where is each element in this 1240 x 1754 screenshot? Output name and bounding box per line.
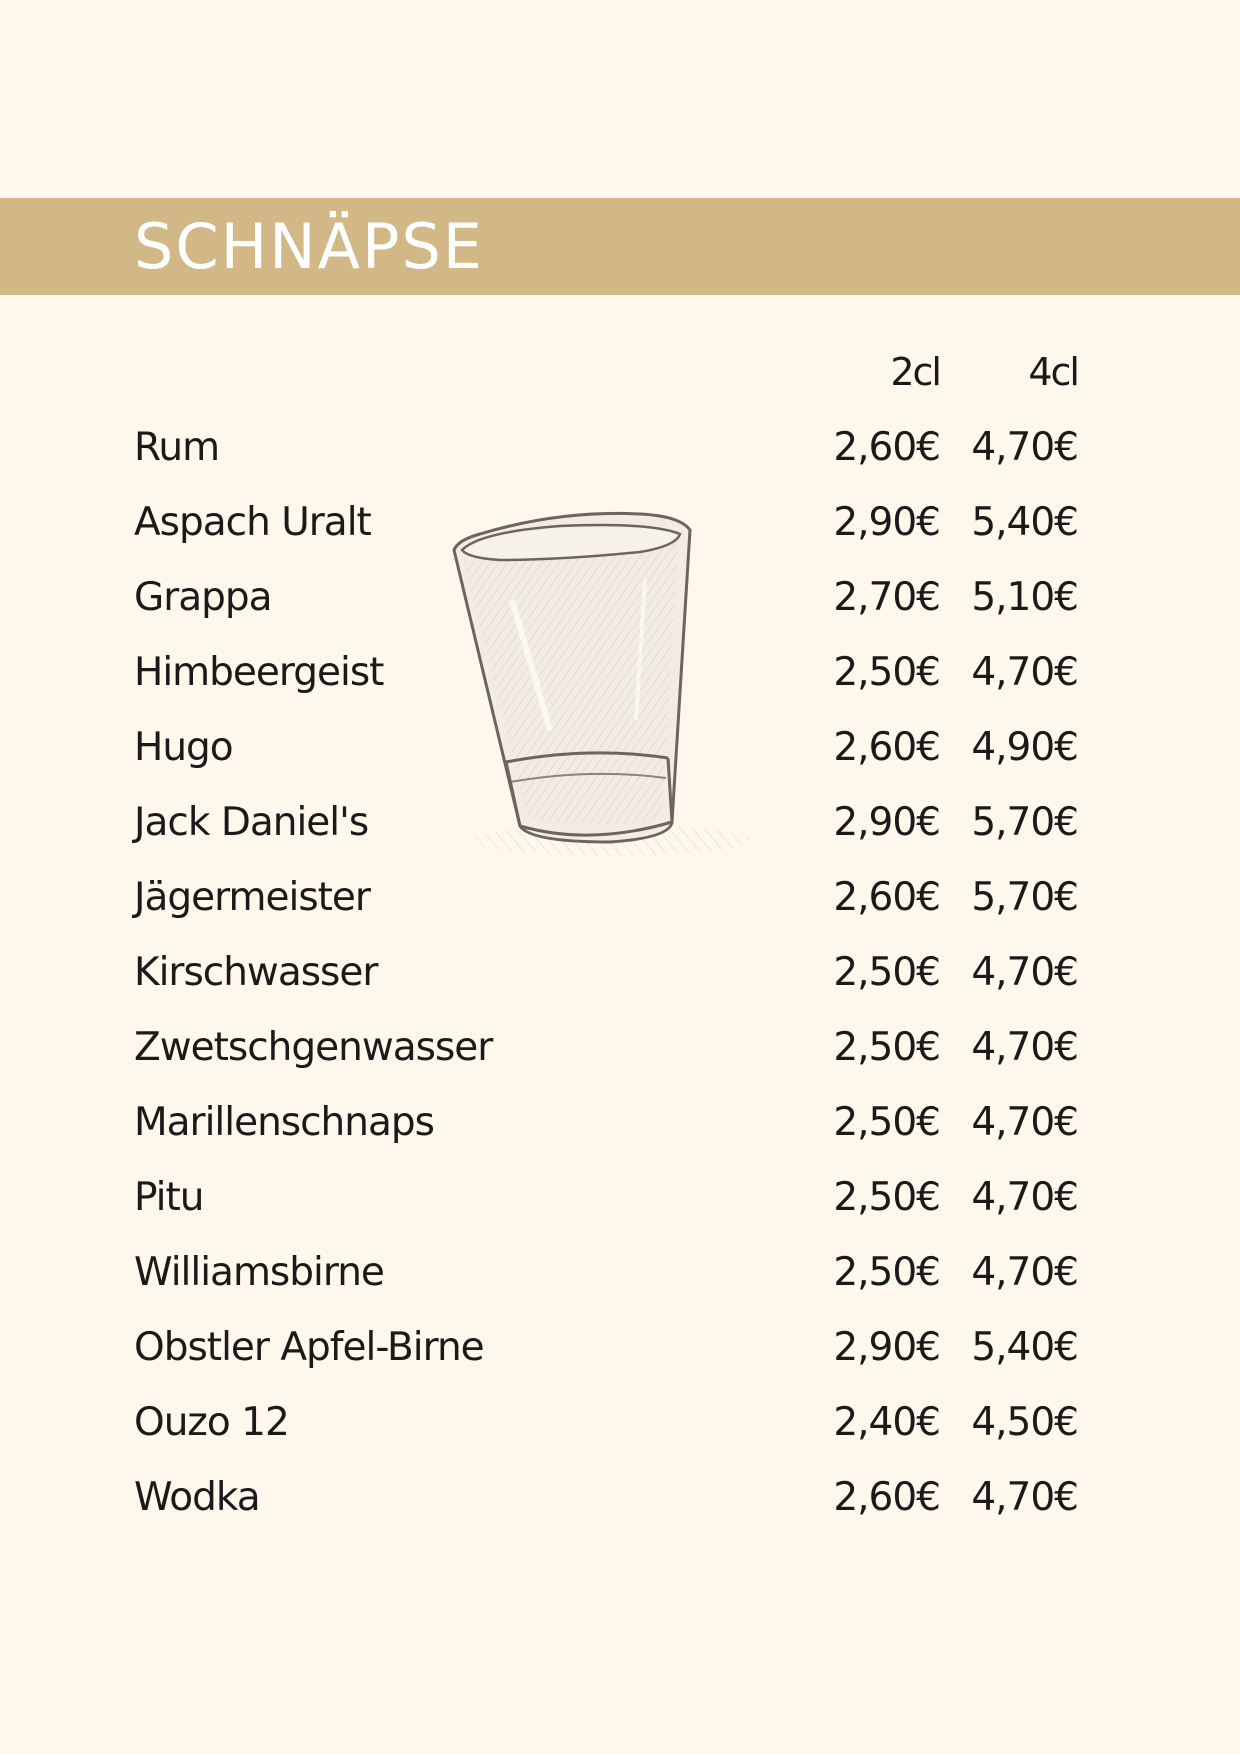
price-2cl: 2,90€ bbox=[833, 800, 940, 845]
item-name: Grappa bbox=[134, 575, 272, 620]
item-name: Rum bbox=[134, 425, 220, 470]
list-item bbox=[0, 1018, 1240, 1078]
price-2cl: 2,50€ bbox=[833, 1175, 940, 1220]
list-item bbox=[0, 1318, 1240, 1378]
list-item bbox=[0, 718, 1240, 778]
price-4cl: 4,70€ bbox=[971, 1250, 1078, 1295]
price-2cl: 2,50€ bbox=[833, 1100, 940, 1145]
item-name: Aspach Uralt bbox=[134, 500, 371, 545]
list-item bbox=[0, 1093, 1240, 1153]
page-title: SCHNÄPSE bbox=[134, 210, 484, 283]
price-4cl: 4,70€ bbox=[971, 1025, 1078, 1070]
list-item bbox=[0, 1168, 1240, 1228]
price-4cl: 4,70€ bbox=[971, 425, 1078, 470]
item-name: Jägermeister bbox=[134, 875, 370, 920]
item-name: Himbeergeist bbox=[134, 650, 384, 695]
item-name: Zwetschgenwasser bbox=[134, 1025, 493, 1070]
price-2cl: 2,50€ bbox=[833, 1025, 940, 1070]
item-name: Hugo bbox=[134, 725, 233, 770]
item-name: Jack Daniel's bbox=[134, 800, 369, 845]
price-2cl: 2,60€ bbox=[833, 725, 940, 770]
price-2cl: 2,40€ bbox=[833, 1400, 940, 1445]
list-item bbox=[0, 568, 1240, 628]
price-2cl: 2,50€ bbox=[833, 1250, 940, 1295]
price-2cl: 2,60€ bbox=[833, 875, 940, 920]
price-2cl: 2,90€ bbox=[833, 1325, 940, 1370]
price-4cl: 5,40€ bbox=[971, 1325, 1078, 1370]
list-item bbox=[0, 793, 1240, 853]
price-4cl: 5,70€ bbox=[971, 800, 1078, 845]
list-item bbox=[0, 1468, 1240, 1528]
price-4cl: 5,70€ bbox=[971, 875, 1078, 920]
column-header-2cl: 2cl bbox=[890, 350, 940, 394]
item-name: Pitu bbox=[134, 1175, 204, 1220]
list-item bbox=[0, 418, 1240, 478]
price-2cl: 2,50€ bbox=[833, 950, 940, 995]
list-item bbox=[0, 868, 1240, 928]
list-item bbox=[0, 1393, 1240, 1453]
price-2cl: 2,50€ bbox=[833, 650, 940, 695]
list-item bbox=[0, 643, 1240, 703]
list-item bbox=[0, 1243, 1240, 1303]
item-name: Kirschwasser bbox=[134, 950, 378, 995]
price-4cl: 4,50€ bbox=[971, 1400, 1078, 1445]
item-name: Obstler Apfel-Birne bbox=[134, 1325, 484, 1370]
price-4cl: 4,90€ bbox=[971, 725, 1078, 770]
price-4cl: 4,70€ bbox=[971, 950, 1078, 995]
column-header-4cl: 4cl bbox=[1028, 350, 1078, 394]
list-item bbox=[0, 943, 1240, 1003]
price-4cl: 5,10€ bbox=[971, 575, 1078, 620]
item-name: Marillenschnaps bbox=[134, 1100, 434, 1145]
price-4cl: 4,70€ bbox=[971, 1100, 1078, 1145]
price-4cl: 5,40€ bbox=[971, 500, 1078, 545]
price-2cl: 2,60€ bbox=[833, 1475, 940, 1520]
item-name: Ouzo 12 bbox=[134, 1400, 289, 1445]
price-2cl: 2,60€ bbox=[833, 425, 940, 470]
price-2cl: 2,90€ bbox=[833, 500, 940, 545]
item-name: Williamsbirne bbox=[134, 1250, 384, 1295]
item-name: Wodka bbox=[134, 1475, 260, 1520]
price-4cl: 4,70€ bbox=[971, 1475, 1078, 1520]
list-item bbox=[0, 493, 1240, 553]
price-4cl: 4,70€ bbox=[971, 650, 1078, 695]
price-4cl: 4,70€ bbox=[971, 1175, 1078, 1220]
price-2cl: 2,70€ bbox=[833, 575, 940, 620]
